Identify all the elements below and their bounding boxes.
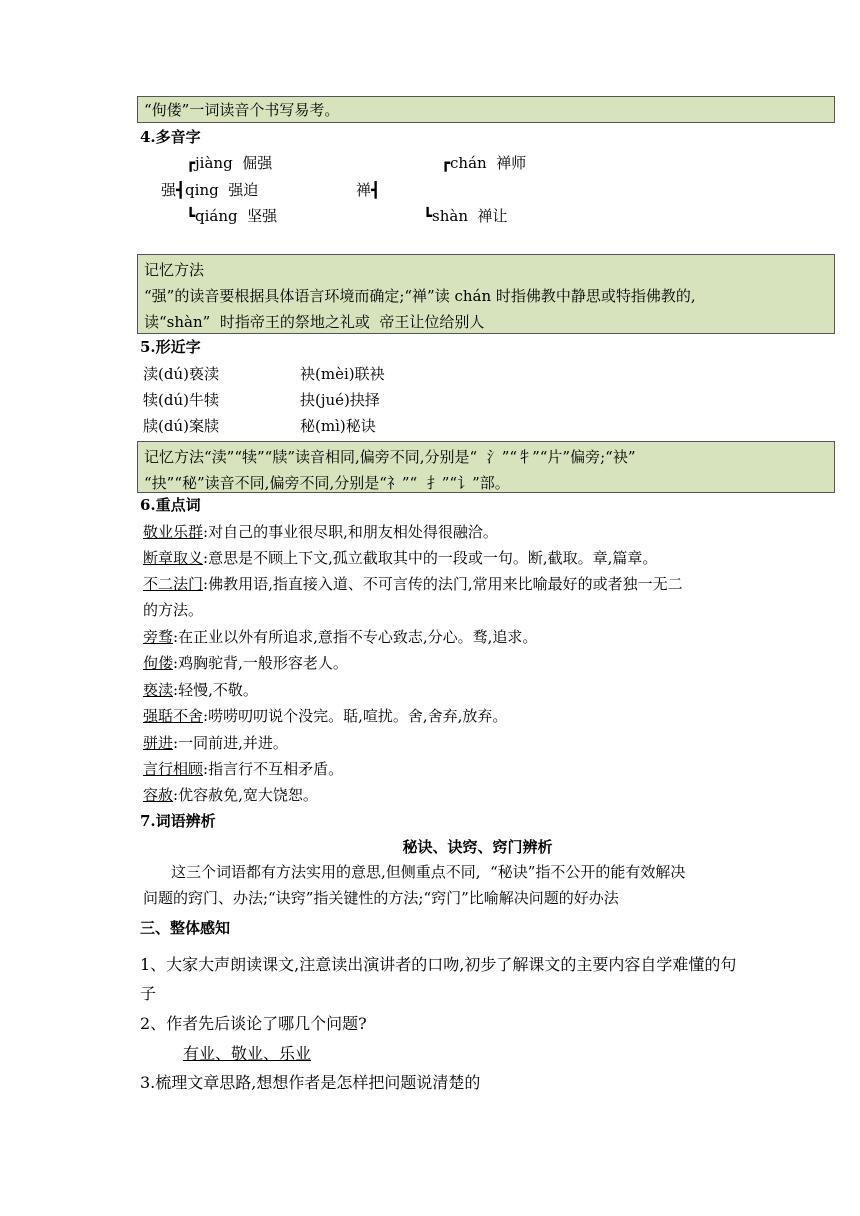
keyword-item: [143, 624, 823, 650]
keyword-def: :在正业以外有所追求,意指不专心致志,分心。骛,追求。: [173, 628, 538, 646]
keyword-item: [143, 782, 823, 808]
keyword-def: :一同前进,并进。: [173, 734, 288, 752]
brace-mid: ┫: [176, 181, 186, 199]
keyword-item: [143, 650, 823, 676]
brace-top: ┏: [441, 154, 451, 172]
similar-left-1: 渎(dú)亵渎: [143, 365, 219, 383]
polyphone-qiang-row3: [186, 205, 277, 227]
memory-line: 读“shàn” 时指帝王的祭地之礼或 帝王让位给别人: [144, 313, 485, 331]
question-2: 2、作者先后谈论了哪几个问题?: [140, 1014, 367, 1033]
reading: shàn 禅让: [432, 207, 508, 225]
keyword-term: 断章取义: [143, 549, 204, 567]
keyword-def: :鸡胸驼背,一般形容老人。: [173, 654, 348, 672]
brace-top: ┏: [186, 154, 196, 172]
section-heading-similar: 5.形近字: [140, 338, 201, 356]
polyphone-chan-row2: [356, 179, 380, 201]
analysis-line: 这三个词语都有方法实用的意思,但侧重点不同, “秘诀”指不公开的能有效解决: [171, 863, 686, 881]
keyword-def: :意思是不顾上下文,孤立截取其中的一段或一句。断,截取。章,篇章。: [203, 549, 658, 567]
brace-bottom: ┗: [423, 207, 433, 225]
keyword-def: :对自己的事业很尽职,和朋友相处得很融洽。: [203, 523, 498, 541]
memory-title: 记忆方法: [144, 261, 205, 279]
polyphone-chan-row1: [441, 152, 526, 174]
question-3: 3.梳理文章思路,想想作者是怎样把问题说清楚的: [140, 1073, 481, 1092]
keyword-def: :唠唠叨叨说个没完。聒,喧扰。舍,舍弃,放弃。: [203, 707, 508, 725]
section-heading-keywords: 6.重点词: [140, 496, 201, 514]
keyword-def: :轻慢,不敬。: [173, 681, 258, 699]
memory-line: “抉”“秘”读音不同,偏旁不同,分别是“礻”“ 扌”“讠”部。: [144, 474, 510, 492]
reading: qing 强迫: [185, 181, 259, 199]
keyword-item: [143, 571, 823, 597]
keyword-term: 旁骛: [143, 628, 174, 646]
keyword-term: 不二法门: [143, 575, 204, 593]
polyphone-char: 禅: [356, 181, 372, 199]
section-heading-word-analysis: 7.词语辨析: [140, 812, 216, 830]
similar-left-2: 犊(dú)牛犊: [143, 391, 219, 409]
reading: chán 禅师: [450, 154, 527, 172]
polyphone-qiang-row2: [161, 179, 258, 201]
brace-mid: ┫: [371, 181, 381, 199]
memory-box-1: [137, 254, 835, 334]
keyword-item: [143, 545, 823, 571]
keyword-term: 强聒不舍: [143, 707, 204, 725]
keyword-item: [143, 756, 823, 782]
analysis-title-text: 秘诀、诀窍、窍门辨析: [402, 838, 553, 856]
memory-box-2: [137, 441, 835, 493]
keyword-item: [143, 677, 823, 703]
keyword-def: 的方法。: [143, 601, 204, 619]
analysis-line: 问题的窍门、办法;“诀窍”指关键性的方法;“窍门”比喻解决问题的好办法: [143, 889, 619, 907]
keyword-term: 佝偻: [143, 654, 174, 672]
keyword-item-continued: [143, 597, 823, 623]
polyphone-chan-row3: [423, 205, 508, 227]
keyword-term: 容赦: [143, 786, 174, 804]
keyword-item: [143, 730, 823, 756]
keyword-term: 言行相顾: [143, 760, 204, 778]
reading: jiàng 倔强: [195, 154, 273, 172]
keyword-def: :指言行不互相矛盾。: [203, 760, 344, 778]
question-1-continued: 子: [140, 984, 157, 1003]
similar-right-3: 秘(mì)秘诀: [300, 417, 376, 435]
polyphone-char: 强: [161, 181, 177, 199]
keyword-item: [143, 703, 823, 729]
keyword-term: 亵渎: [143, 681, 174, 699]
note-box-top: [137, 96, 835, 123]
polyphone-qiang-row1: [186, 152, 272, 174]
memory-line: 记忆方法“渎”“犊”“牍”读音相同,偏旁不同,分别是“ 氵”“牜”“片”偏旁;“袂”: [144, 448, 636, 466]
similar-right-1: 袂(mèi)联袂: [300, 365, 385, 383]
section-heading-overall: 三、整体感知: [140, 919, 231, 937]
note-text: “佝偻”一词读音个书写易考。: [144, 101, 340, 119]
answer-2: 有业、敬业、乐业: [183, 1044, 312, 1063]
analysis-title: [0, 836, 860, 858]
brace-bottom: ┗: [186, 207, 196, 225]
reading: qiáng 坚强: [195, 207, 278, 225]
similar-left-3: 牍(dú)案牍: [143, 417, 219, 435]
memory-line: “强”的读音要根据具体语言环境而确定;“禅”读 chán 时指佛教中静思或特指佛教的,: [144, 287, 696, 305]
keyword-term: 敬业乐群: [143, 523, 204, 541]
keyword-term: 骈进: [143, 734, 174, 752]
keyword-item: [143, 519, 823, 545]
keyword-def: :佛教用语,指直接入道、不可言传的法门,常用来比喻最好的或者独一无二: [203, 575, 683, 593]
similar-right-2: 抉(jué)抉择: [300, 391, 380, 409]
question-1: 1、大家大声朗读课文,注意读出演讲者的口吻,初步了解课文的主要内容自学难懂的句: [140, 955, 737, 974]
keyword-def: :优容赦免,宽大饶恕。: [173, 786, 318, 804]
section-heading-polyphone: 4.多音字: [140, 128, 201, 146]
